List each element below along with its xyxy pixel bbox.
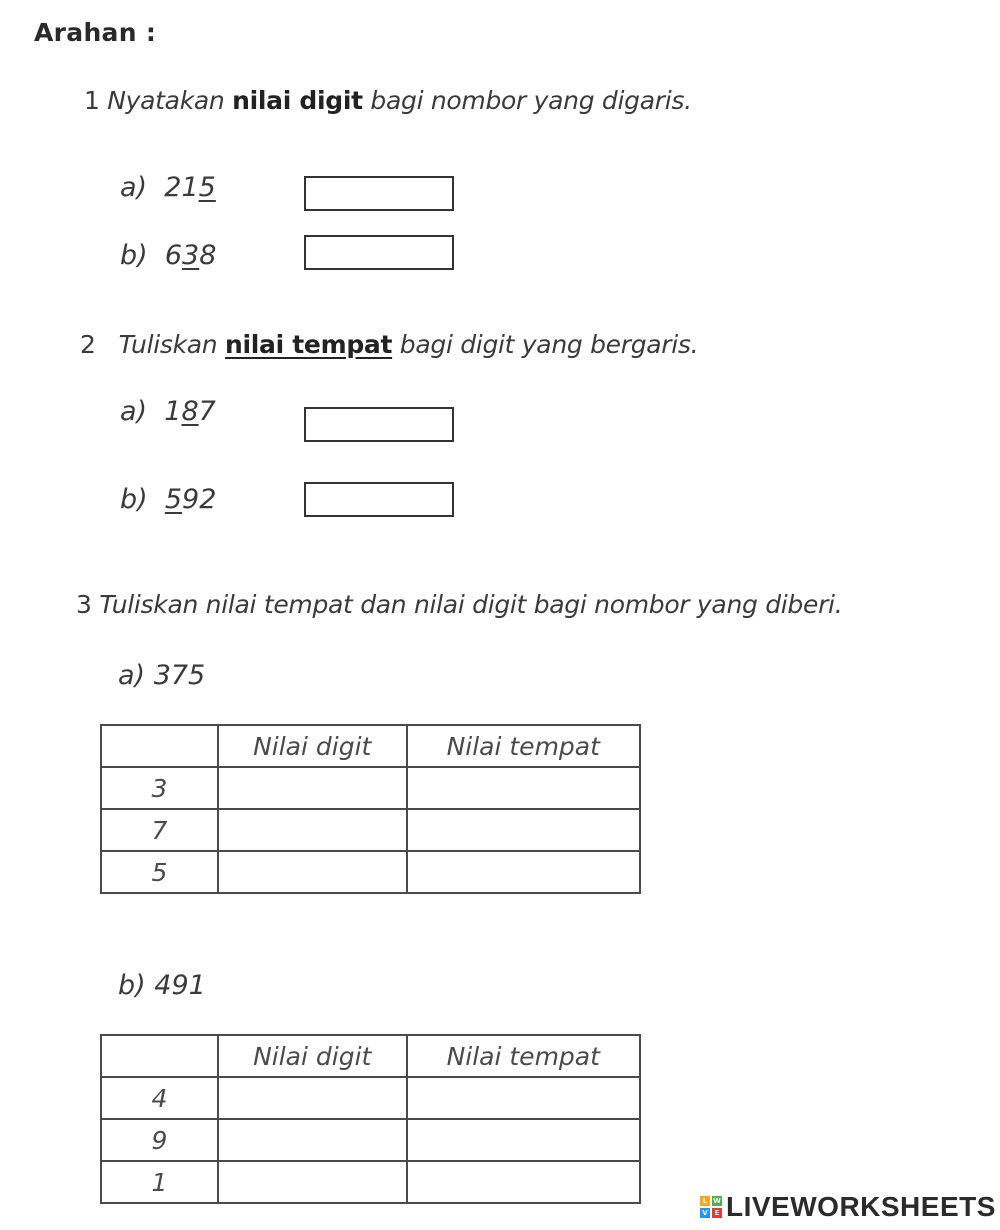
q1-item-a xyxy=(120,172,216,203)
question-keyword: nilai digit xyxy=(232,86,363,115)
table-header-cell xyxy=(101,1035,218,1077)
instructions-heading: Arahan : xyxy=(34,18,157,47)
nilai-digit-input[interactable] xyxy=(219,852,406,892)
q3-part-a-label: a) 375 xyxy=(118,660,206,691)
nilai-digit-input[interactable] xyxy=(219,1162,406,1202)
table-row xyxy=(101,767,640,809)
logo-mark-tile: V xyxy=(700,1208,710,1218)
table-row xyxy=(101,809,640,851)
nilai-tempat-input[interactable] xyxy=(408,852,640,892)
part-number: 375 xyxy=(153,660,206,691)
nilai-digit-input[interactable] xyxy=(219,1120,406,1160)
q2-item-b xyxy=(120,484,216,515)
digit-cell: 5 xyxy=(101,851,218,893)
q2-answer-b-input[interactable] xyxy=(304,482,454,517)
q3-part-b-label: b) 491 xyxy=(118,970,206,1001)
q2-item-a xyxy=(120,396,216,427)
item-number: 592 xyxy=(164,484,217,515)
logo-text: LIVEWORKSHEETS xyxy=(726,1191,996,1222)
answer-cell[interactable] xyxy=(218,1119,407,1161)
nilai-digit-input[interactable] xyxy=(219,810,406,850)
question-2 xyxy=(80,330,698,359)
nilai-tempat-input[interactable] xyxy=(408,1078,640,1118)
answer-cell[interactable] xyxy=(218,1161,407,1203)
item-label: b) xyxy=(120,484,148,515)
nilai-digit-input[interactable] xyxy=(219,1078,406,1118)
question-1 xyxy=(84,86,692,115)
question-number: 1 xyxy=(84,86,100,115)
table-header-row xyxy=(101,725,640,767)
logo-mark-tile: L xyxy=(700,1196,710,1206)
answer-cell[interactable] xyxy=(407,851,641,893)
answer-cell[interactable] xyxy=(407,809,641,851)
table-row xyxy=(101,851,640,893)
logo-mark-tile: E xyxy=(712,1208,722,1218)
part-number: 491 xyxy=(154,970,206,1001)
q1-item-b xyxy=(120,240,216,271)
q1-answer-a-input[interactable] xyxy=(304,176,454,211)
table-header-cell xyxy=(101,725,218,767)
digit-cell: 4 xyxy=(101,1077,218,1119)
nilai-tempat-input[interactable] xyxy=(408,810,640,850)
table-row xyxy=(101,1077,640,1119)
nilai-tempat-input[interactable] xyxy=(408,1120,640,1160)
item-label: a) xyxy=(120,172,148,203)
table-header-cell: Nilai tempat xyxy=(407,1035,641,1077)
answer-cell[interactable] xyxy=(407,1161,641,1203)
question-text: Tuliskan xyxy=(118,330,225,359)
question-keyword: nilai tempat xyxy=(224,330,393,359)
question-text: bagi nombor yang digaris. xyxy=(362,86,692,115)
digit-cell: 9 xyxy=(101,1119,218,1161)
answer-cell[interactable] xyxy=(218,767,407,809)
answer-cell[interactable] xyxy=(407,1119,641,1161)
answer-cell[interactable] xyxy=(407,767,641,809)
answer-cell[interactable] xyxy=(218,1077,407,1119)
table-header-row xyxy=(101,1035,640,1077)
logo-mark-icon xyxy=(700,1196,722,1218)
table-row xyxy=(101,1161,640,1203)
digit-cell: 3 xyxy=(101,767,218,809)
item-number: 187 xyxy=(164,396,216,427)
logo-mark-tile: W xyxy=(713,1197,721,1205)
q1-answer-b-input[interactable] xyxy=(304,235,454,270)
question-text: Tuliskan nilai tempat dan nilai digit bagi nombor yang diberi. xyxy=(99,590,843,619)
question-text: bagi digit yang bergaris. xyxy=(392,330,699,359)
table-row xyxy=(101,1119,640,1161)
question-number: 3 xyxy=(76,590,92,619)
nilai-tempat-input[interactable] xyxy=(408,768,640,808)
table-header-cell: Nilai digit xyxy=(218,1035,407,1077)
answer-cell[interactable] xyxy=(407,1077,641,1119)
question-number: 2 xyxy=(80,330,96,359)
table-header-cell: Nilai tempat xyxy=(407,725,641,767)
question-3 xyxy=(76,590,842,619)
digit-cell: 1 xyxy=(101,1161,218,1203)
q3-table-b xyxy=(100,1034,641,1204)
digit-cell: 7 xyxy=(101,809,218,851)
question-text: Nyatakan xyxy=(107,86,233,115)
table-header-cell: Nilai digit xyxy=(218,725,407,767)
nilai-tempat-input[interactable] xyxy=(408,1162,640,1202)
answer-cell[interactable] xyxy=(218,809,407,851)
q3-table-a xyxy=(100,724,641,894)
liveworksheets-logo xyxy=(700,1190,996,1224)
q2-answer-a-input[interactable] xyxy=(304,407,454,442)
nilai-digit-input[interactable] xyxy=(219,768,406,808)
item-number: 215 xyxy=(164,172,216,203)
item-label: a) xyxy=(120,396,148,427)
item-number: 638 xyxy=(164,240,217,271)
item-label: b) xyxy=(120,240,148,271)
answer-cell[interactable] xyxy=(218,851,407,893)
